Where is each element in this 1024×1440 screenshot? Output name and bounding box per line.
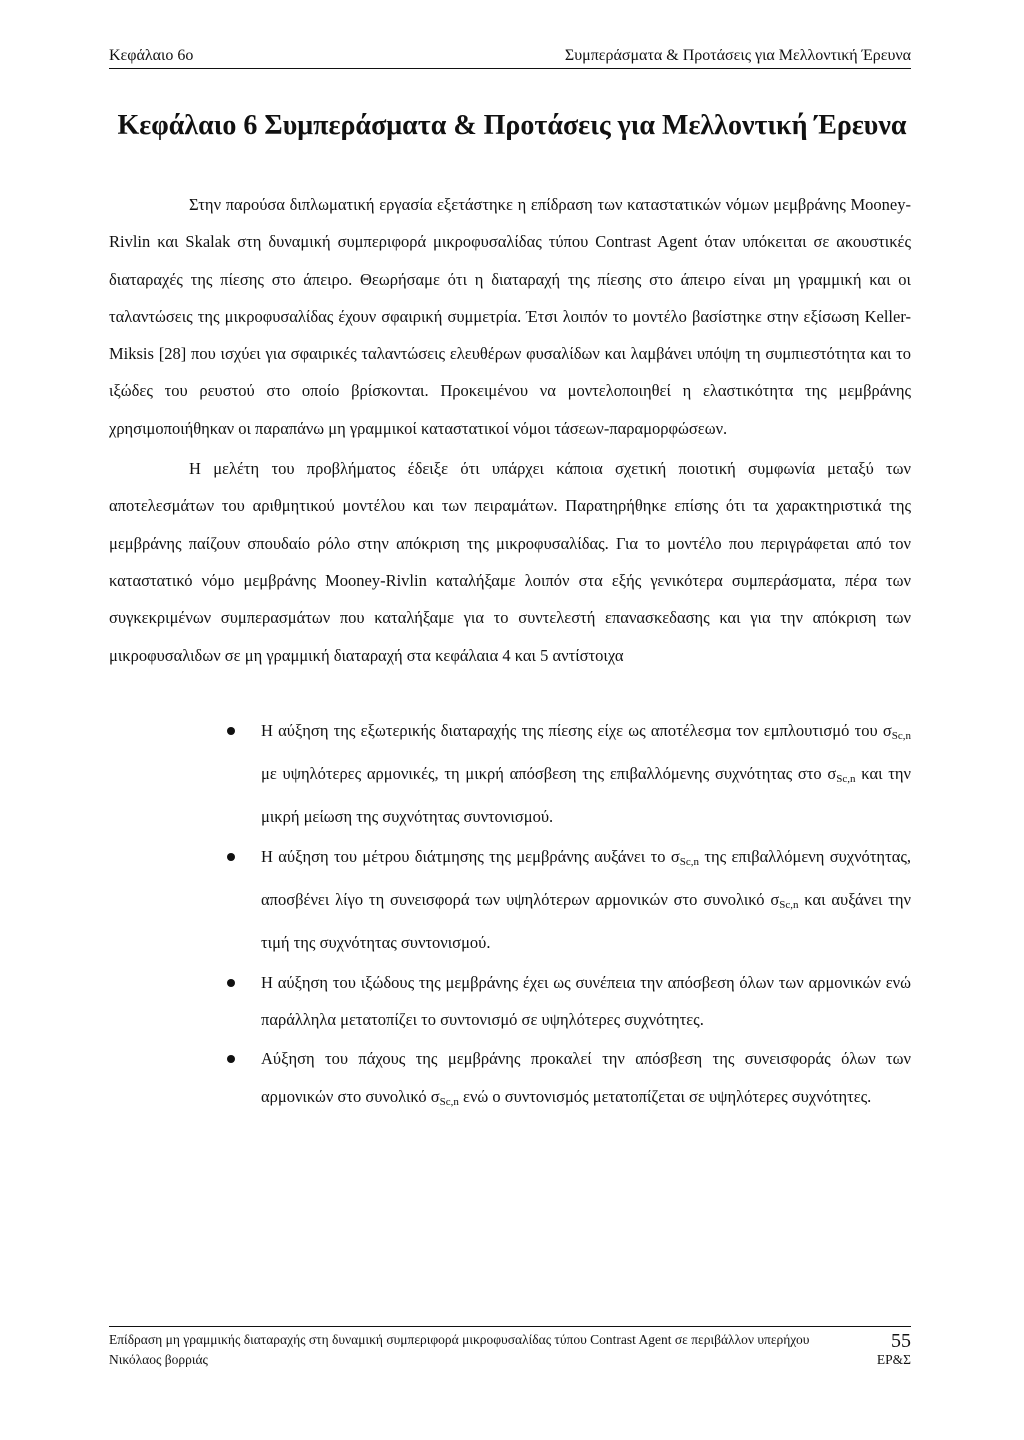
- bullet-icon: [227, 853, 235, 861]
- header-chapter: Κεφάλαιο 6ο: [109, 47, 194, 64]
- conclusion-item: Η αύξηση της εξωτερικής διαταραχής της πίεσης είχε ως αποτέλεσμα τον εμπλουτισμό του $\sigma_{Sc,n}$ με υψηλότερες αρμονικές, τη μικρή απόσβεση της επιβαλλόμενης συχνότητας στο $\sigma_{Sc,n}$ και την μικρή μείωση της συχνότητας συντονισμού.: [261, 712, 911, 836]
- bullet-icon: [227, 727, 235, 735]
- conclusion-item: Η αύξηση του μέτρου διάτμησης της μεμβράνης αυξάνει το $\sigma_{Sc,n}$ της επιβαλλόμενη συχνότητας, αποσβένει λίγο τη συνεισφορά των υψηλότερων αρμονικών στο συνολικό $\sigma_{Sc,n}$ και αυξάνει την τιμή της συχνότητας συντονισμού.: [261, 838, 911, 962]
- sigma-symbol: $\sigma_{Sc,n}$: [827, 764, 856, 786]
- page-number: 55: [891, 1330, 911, 1352]
- footer-author: Νικόλαος βορριάς: [109, 1352, 208, 1367]
- chapter-title: Κεφάλαιο 6 Συμπεράσματα & Προτάσεις για Μελλοντική Έρευνα: [117, 110, 907, 141]
- sigma-symbol: $\sigma_{Sc,n}$: [770, 890, 799, 912]
- conclusions-list: [109, 712, 911, 1121]
- paragraph-2: Η μελέτη του προβλήματος έδειξε ότι υπάρχει κάποια σχετική ποιοτική συμφωνία μεταξύ των αποτελεσμάτων του αριθμητικού μοντέλου και των πειραμάτων. Παρατηρήθηκε επίσης ότι τα χαρακτηριστικά της μεμβράνης παίζουν σπουδαίο ρόλο στην απόκριση της μικροφυσαλίδας. Για το μοντέλο που περιγράφεται από τον καταστατικό νόμο μεμβράνης Mooney-Rivlin καταλήξαμε λοιπόν στα εξής γενικότερα συμπεράσματα, πέρα των συγκεκριμένων συμπερασμάτων που καταλήξαμε για το συντελεστή επανασκεδασης και για την απόκριση των μικροφυσαλιδων σε μη γραμμική διαταραχή στα κεφάλαια 4 και 5 αντίστοιχα: [109, 459, 911, 665]
- paragraph-1: Στην παρούσα διπλωματική εργασία εξετάστηκε η επίδραση των καταστατικών νόμων μεμβράνης Mooney-Rivlin και Skalak στη δυναμική συμπεριφορά μικροφυσαλίδας τύπου Contrast Agent όταν υπόκειται σε ακουστικές διαταραχές της πίεσης στο άπειρο. Θεωρήσαμε ότι η διαταραχή της πίεσης στο άπειρο είναι μη γραμμική και οι ταλαντώσεις της μικροφυσαλίδας έχουν σφαιρική συμμετρία. Έτσι λοιπόν το μοντέλο βασίστηκε στην εξίσωση Keller-Miksis [28] που ισχύει για σφαιρικές ταλαντώσεις ελευθέρων φυσαλίδων και λαμβάνει υπόψη τη συμπιεστότητα και το ιξώδες του ρευστού στο οποίο βρίσκονται. Προκειμένου να μοντελοποιηθεί η ελαστικότητα της μεμβράνης χρησιμοποιήθηκαν οι παραπάνω μη γραμμικοί καταστατικοί νόμοι τάσεων-παραμορφώσεων.: [109, 195, 911, 438]
- body-text: [109, 186, 911, 1121]
- bullet-icon: [227, 1055, 235, 1063]
- sigma-symbol: $\sigma_{Sc,n}$: [882, 720, 911, 742]
- page-footer: [109, 1326, 911, 1369]
- header-section: Συμπεράσματα & Προτάσεις για Μελλοντική Έρευνα: [564, 47, 911, 64]
- footer-department: ΕΡ&Σ: [876, 1352, 911, 1367]
- sigma-symbol: $\sigma_{Sc,n}$: [430, 1086, 459, 1108]
- footer-thesis-title: Επίδραση μη γραμμικής διαταραχής στη δυναμική συμπεριφορά μικροφυσαλίδας τύπου Contrast Agent σε περιβάλλον υπερήχου: [109, 1332, 810, 1347]
- sigma-symbol: $\sigma_{Sc,n}$: [670, 846, 699, 868]
- running-header: [109, 46, 911, 69]
- conclusion-item: Αύξηση του πάχους της μεμβράνης προκαλεί την απόσβεση της συνεισφοράς όλων των αρμονικών στο συνολικό $\sigma_{Sc,n}$ ενώ ο συντονισμός μετατοπίζεται σε υψηλότερες συχνότητες.: [261, 1040, 911, 1121]
- bullet-icon: [227, 979, 235, 987]
- conclusion-item: Η αύξηση του ιξώδους της μεμβράνης έχει ως συνέπεια την απόσβεση όλων των αρμονικών ενώ παράλληλα μετατοπίζει το συντονισμό σε υψηλότερες συχνότητες.: [261, 964, 911, 1039]
